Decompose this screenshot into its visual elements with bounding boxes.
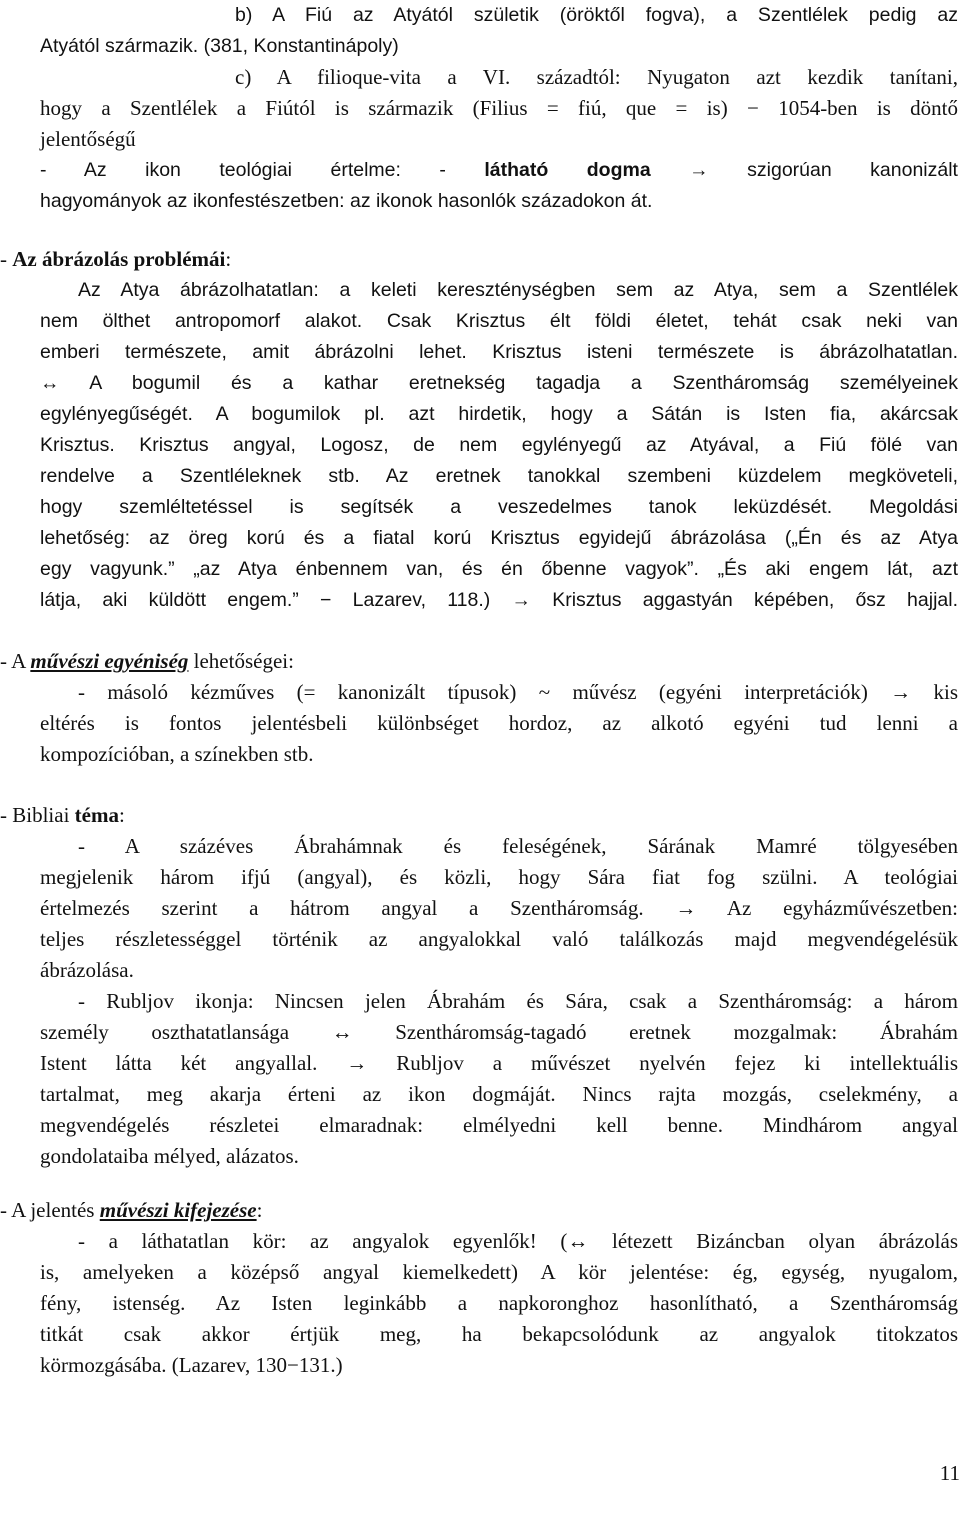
text-line — [40, 155, 958, 186]
text-line: egylényegűségét. A bogumilok pl. azt hirdetik, hogy a Sátán is Isten fia, akárcsak — [40, 403, 958, 425]
heading-suffix: : — [118, 803, 125, 827]
text-line: Istent látta két angyallal. → Rubljov a művészet nyelvén fejez ki intellektuális — [40, 1051, 958, 1075]
page-number: 11 — [939, 1461, 960, 1485]
heading-suffix: lehetőségei: — [188, 649, 294, 673]
text-line: nem ölthet antropomorf alakot. Csak Krisztus élt földi életet, tehát csak neki van — [40, 310, 958, 332]
heading-emphasis: művészi kifejezése — [99, 1198, 257, 1222]
heading-suffix: : — [225, 247, 232, 271]
text-line: jelentőségű — [40, 127, 136, 151]
text-line: eltérés is fontos jelentésbeli különbséget hordoz, az alkotó egyéni tud lenni a — [40, 711, 958, 735]
text-line: hogy szemléltetéssel is segítsék a veszedelmes tanok leküzdését. Megoldási — [40, 496, 958, 518]
text-line: Az Atya ábrázolhatatlan: a keleti kereszténységben sem az Atya, sem a Szentlélek — [78, 279, 958, 301]
text-line: - Rubljov ikonja: Nincsen jelen Ábrahám és Sára, csak a Szentháromság: a három — [78, 989, 958, 1013]
text-line: b) A Fiú az Atyától születik (öröktől fogva), a Szentlélek pedig az — [235, 4, 958, 26]
text-line: ↔ A bogumil és a kathar eretnekség tagadja a Szentháromság személyeinek — [40, 372, 958, 394]
text-line: - A százéves Ábrahámnak és feleségének, Sárának Mamré tölgyesében — [78, 834, 958, 858]
text-line: hagyományok az ikonfestészetben: az ikonok hasonlók századokon át. — [40, 190, 653, 212]
section-heading — [0, 1195, 918, 1226]
text-line: emberi természete, amit ábrázolni lehet. Krisztus isteni természete is ábrázolhatatlan. — [40, 341, 958, 363]
heading-prefix: - A jelentés — [0, 1198, 100, 1222]
text-line: c) A filioque-vita a VI. századtól: Nyugaton azt kezdik tanítani, — [235, 65, 958, 89]
text-line: Atyától származik. (381, Konstantinápoly) — [40, 35, 399, 57]
heading-prefix: - — [0, 247, 13, 271]
heading-suffix: : — [256, 1198, 263, 1222]
text-line: titkát csak akkor értjük meg, ha bekapcsolódunk az angyalok titokzatos — [40, 1322, 958, 1346]
text-line: - a láthatatlan kör: az angyalok egyenlők! (↔ létezett Bizáncban olyan ábrázolás — [78, 1229, 958, 1253]
text-line: látja, aki küldött engem.” − Lazarev, 118.) → Krisztus aggastyán képében, ősz hajjal. — [40, 589, 958, 611]
text-line: Krisztus. Krisztus angyal, Logosz, de nem egylényegű az Atyával, a Fiú fölé van — [40, 434, 958, 456]
heading-prefix: - A — [0, 649, 31, 673]
heading-emphasis: Az ábrázolás problémái — [12, 247, 226, 271]
text-run: → szigorúan kanonizált — [650, 159, 958, 181]
text-line: megvendégelés részletei elmaradnak: elmélyedni kell benne. Mindhárom angyal — [40, 1113, 958, 1137]
heading-emphasis: téma — [74, 803, 119, 827]
text-line: kompozícióban, a színekben stb. — [40, 742, 314, 766]
section-heading — [0, 646, 918, 677]
heading-emphasis: művészi egyéniség — [30, 649, 189, 673]
text-line: teljes részletességgel történik az angyalokkal való találkozás majd megvendégelésük — [40, 927, 958, 951]
emphasis-text: látható dogma — [484, 159, 651, 181]
text-run: - Az ikon teológiai értelme: - — [40, 159, 485, 181]
text-line: rendelve a Szentléleknek stb. Az eretnek tanokkal szembeni küzdelem megköveteli, — [40, 465, 958, 487]
text-line: fény, istenség. Az Isten leginkább a napkoronghoz hasonlítható, a Szentháromság — [40, 1291, 958, 1315]
text-line: egy vagyunk.” „az Atya énbennem van, és én őbenne vagyok”. „És aki engem lát, azt — [40, 558, 958, 580]
text-line: megjelenik három ifjú (angyal), és közli, hogy Sára fiat fog szülni. A teológiai — [40, 865, 958, 889]
section-heading — [0, 800, 918, 831]
text-line: - másoló kézműves (= kanonizált típusok) ~ művész (egyéni interpretációk) → kis — [78, 680, 958, 704]
text-line: értelmezés szerint a hátrom angyal a Szentháromság. → Az egyházművészetben: — [40, 896, 958, 920]
text-line: gondolataiba mélyed, alázatos. — [40, 1144, 299, 1168]
text-line: is, amelyeken a középső angyal kiemelkedett) A kör jelentése: ég, egység, nyugalom, — [40, 1260, 958, 1284]
text-line: hogy a Szentlélek a Fiútól is származik (Filius = fiú, que = is) − 1054-ben is döntő — [40, 96, 958, 120]
text-line: ábrázolása. — [40, 958, 134, 982]
section-heading — [0, 244, 918, 275]
text-line: lehetőség: az öreg korú és a fiatal korú Krisztus egyidejű ábrázolása („Én és az Atya — [40, 527, 958, 549]
text-line: személy oszthatatlansága ↔ Szentháromság-tagadó eretnek mozgalmak: Ábrahám — [40, 1020, 958, 1044]
heading-prefix: - Bibliai — [0, 803, 75, 827]
text-line: tartalmat, meg akarja érteni az ikon dogmáját. Nincs rajta mozgás, cselekmény, a — [40, 1082, 958, 1106]
text-line: körmozgásába. (Lazarev, 130−131.) — [40, 1353, 343, 1377]
